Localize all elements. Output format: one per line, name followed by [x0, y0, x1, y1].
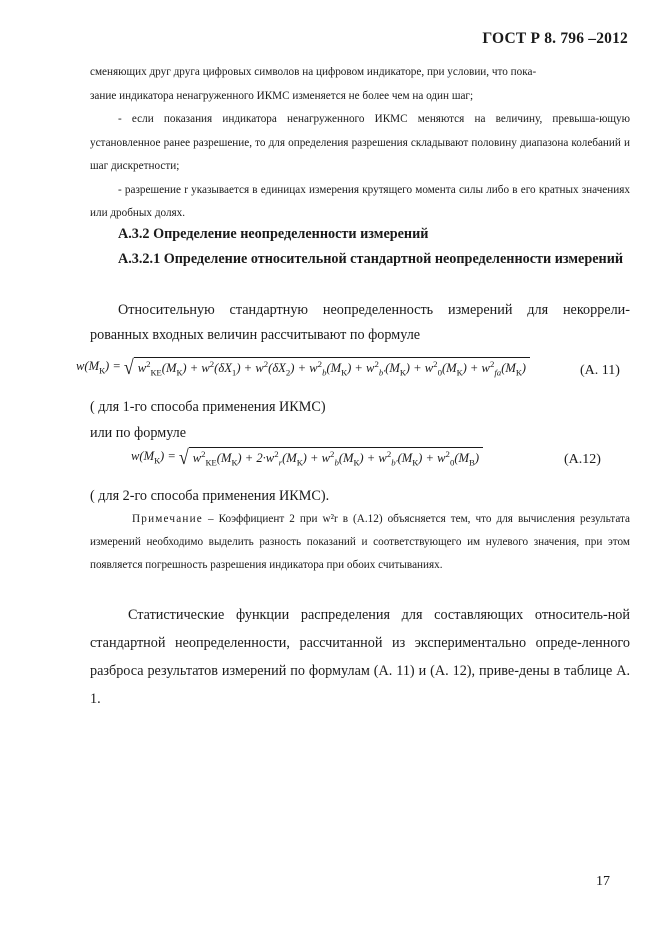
sqrt-sign: √ $w^2_{КЕ}(M_К) + w^2(\delta X_1) + w^2(\delta X_2) + w^2_b(M_К) + w^2_{b'}(M_К) + w^2_0(M_К) + w^2_{fa}(M_К)$: [124, 357, 530, 378]
remark: [90, 508, 630, 577]
section-title: А.3.2 Определение неопределенности измерений: [118, 226, 429, 242]
section-subtitle: А.3.2.1 Определение относительной стандартной неопределенности измерений: [118, 251, 624, 267]
bullet-2: - разрешение r указывается в единицах измерения крутящего момента силы либо в его кратных значениях или дробных долях.: [90, 183, 630, 219]
remark-text: – Коэффициент 2 при w²r в (А.12) объясняется тем, что для вычисления результата измерений необходимо выделить разность показаний и соответствующего им нулевого значения, при этом появляется погрешность разрешения индикатора при обоих считываниях.: [90, 513, 630, 571]
method-1-note: ( для 1-го способа применения ИКМС): [90, 399, 326, 415]
intro-line-2: зание индикатора ненагруженного ИКМС изменяется не более чем на один шаг;: [90, 89, 474, 102]
formula-a12: [131, 447, 486, 468]
paragraph-2: Статистические функции распределения для составляющих относитель-ной стандартной неопределенности, рассчитанной из экспериментально опреде-ленного разброса результатов измерений по формулам (А. 11) и (А. 12), приве-дены в таблице А. 1.: [90, 607, 630, 707]
formula-a11-terms: $w^2_{КЕ}(M_К) + w^2(\delta X_1) + w^2(\delta X_2) + w^2_b(M_К) + w^2_{b'}(M_К) + w^2_0(M_К) + w^2_{fa}(M_К)$: [134, 357, 530, 378]
document-header: ГОСТ Р 8. 796 –2012: [482, 30, 628, 47]
intro-text: [90, 61, 630, 226]
method-2-note: ( для 2-го способа применения ИКМС).: [90, 488, 330, 504]
section-headings: [90, 222, 630, 272]
sqrt-sign: √ $w^2_{КЕ}(M_К) + 2\cdot w^2_r(M_К) + w^2_b(M_К) + w^2_{b'}(M_К) + w^2_0(M_В)$: [179, 447, 483, 468]
formula-a12-number: (А.12): [564, 452, 601, 467]
intro-line-1: сменяющих друг друга цифровых символов на цифровом индикаторе, при условии, что пока-: [90, 66, 537, 78]
page-number: 17: [596, 874, 610, 889]
paragraph-1: Относительную стандартную неопределенность измерений для некоррели-рованных входных величин рассчитывают по формуле: [90, 302, 630, 343]
formula-a11-number: (А. 11): [580, 363, 620, 378]
formula-a11-lhs: $w(M_К)$ =: [76, 359, 121, 376]
remark-label: Примечание: [132, 513, 203, 525]
bullet-1: - если показания индикатора ненагруженного ИКМС меняются на величину, превыша-ющую установленное ранее разрешение, то для определения разрешения складывают половину диапазона колебаний и шаг дискретности;: [90, 113, 630, 172]
or-text: или по формуле: [90, 425, 187, 441]
formula-a12-lhs: $w(M_К)$ =: [131, 449, 176, 466]
formula-a11: [76, 357, 533, 378]
formula-a12-terms: $w^2_{КЕ}(M_К) + 2\cdot w^2_r(M_К) + w^2_b(M_К) + w^2_{b'}(M_К) + w^2_0(M_В)$: [189, 447, 483, 468]
